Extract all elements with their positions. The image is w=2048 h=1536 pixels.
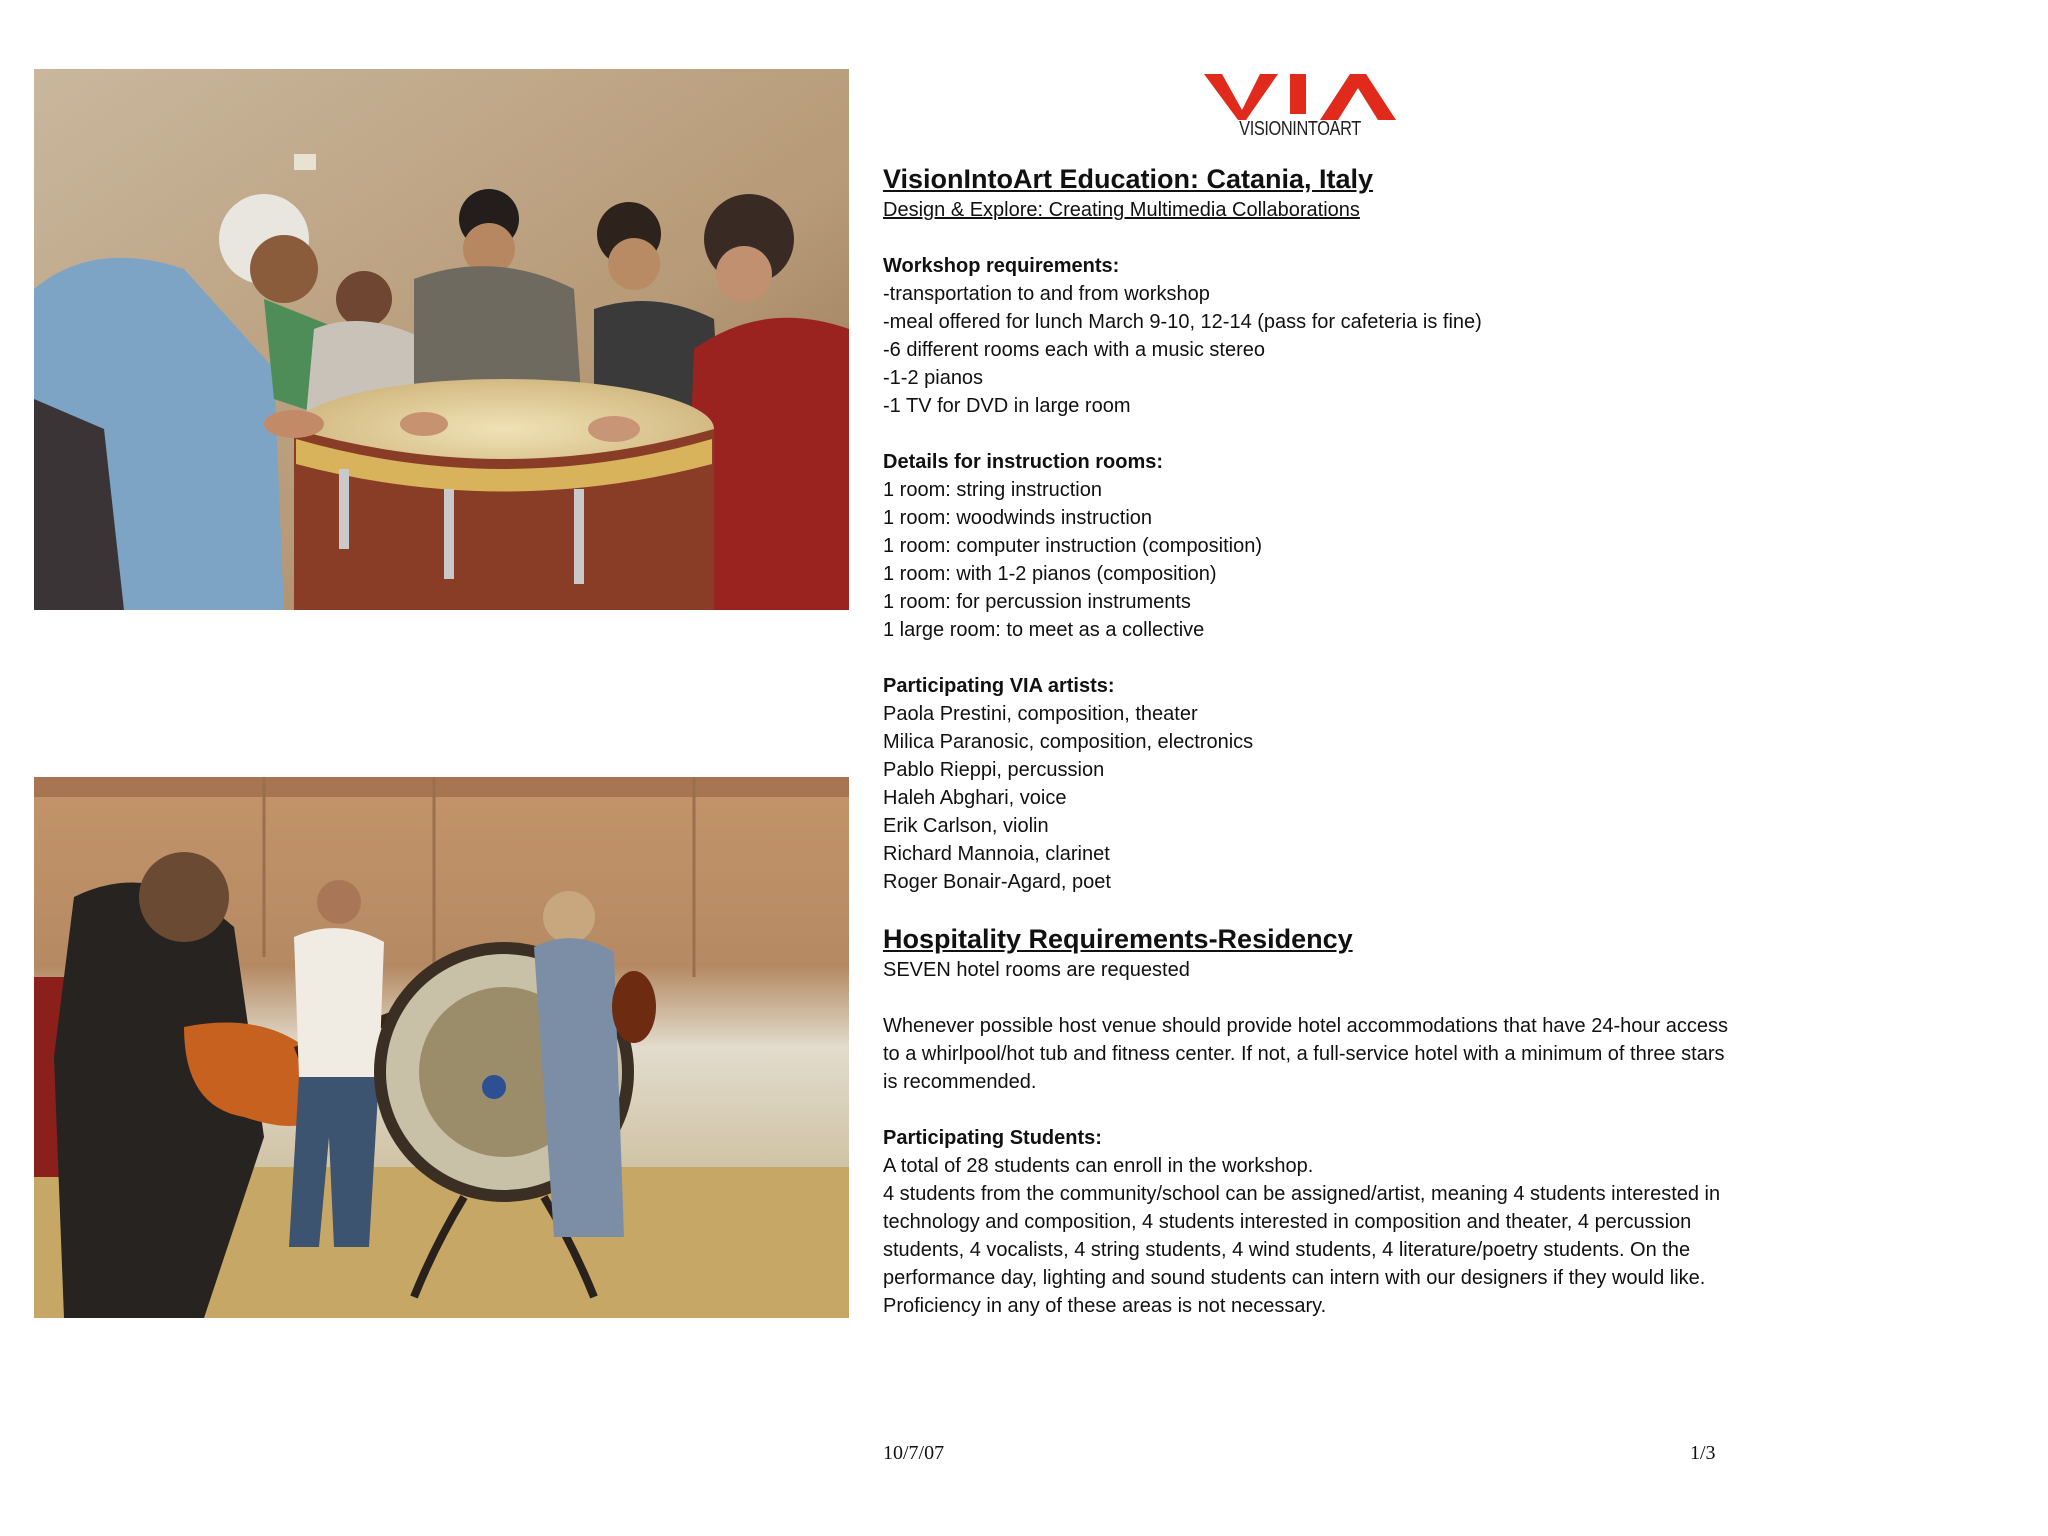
list-item: -meal offered for lunch March 9-10, 12-14 (pass for cafeteria is fine)	[883, 311, 1482, 333]
artists-section	[883, 672, 1743, 896]
list-item: Paola Prestini, composition, theater	[883, 703, 1198, 725]
list-item: Haleh Abghari, voice	[883, 787, 1067, 809]
list-item: -transportation to and from workshop	[883, 283, 1210, 305]
document-text	[883, 162, 1743, 1320]
list-item: Richard Mannoia, clarinet	[883, 843, 1110, 865]
photo-musicians-with-gong-guitar-violin-icon	[34, 777, 849, 1318]
list-item: -1 TV for DVD in large room	[883, 395, 1131, 417]
list-item: 1 room: computer instruction (composition)	[883, 535, 1263, 557]
footer-date: 10/7/07	[883, 1442, 945, 1464]
via-logo	[1200, 70, 1400, 150]
rooms-section	[883, 448, 1743, 644]
hospitality-heading: Hospitality Requirements-Residency	[883, 924, 1353, 954]
list-item: Erik Carlson, violin	[883, 815, 1049, 837]
page-number: 1/3	[1690, 1442, 1716, 1464]
rooms-heading: Details for instruction rooms:	[883, 451, 1164, 473]
list-item: 1 room: string instruction	[883, 479, 1102, 501]
students-heading: Participating Students:	[883, 1127, 1102, 1149]
photo-people-around-drum	[34, 69, 849, 610]
list-item: Roger Bonair-Agard, poet	[883, 871, 1111, 893]
page-title: VisionIntoArt Education: Catania, Italy	[883, 164, 1374, 194]
students-paragraph: 4 students from the community/school can be assigned/artist, meaning 4 students interested in technology and composition, 4 students interested in composition and theater, 4 percussion students, 4 vocalists, 4 string students, 4 wind students, 4 literature/poetry students. On the performance day, lighting and sound students can intern with our designers if they would like. Proficiency in any of these areas is not necessary.	[883, 1183, 1721, 1317]
list-item: Milica Paranosic, composition, electronics	[883, 731, 1254, 753]
list-item: 1 large room: to meet as a collective	[883, 619, 1205, 641]
list-item: -1-2 pianos	[883, 367, 984, 389]
logo-subtitle: VISIONINTOART	[1239, 118, 1361, 140]
students-section	[883, 1124, 1743, 1320]
page-subtitle: Design & Explore: Creating Multimedia Collaborations	[883, 199, 1360, 221]
list-item: Pablo Rieppi, percussion	[883, 759, 1105, 781]
list-item: 1 room: for percussion instruments	[883, 591, 1191, 613]
photo-musicians-with-gong-guitar-violin	[34, 777, 849, 1318]
hotel-rooms-line: SEVEN hotel rooms are requested	[883, 959, 1190, 981]
list-item: 1 room: with 1-2 pianos (composition)	[883, 563, 1217, 585]
hospitality-paragraph: Whenever possible host venue should provide hotel accommodations that have 24-hour access to a whirlpool/hot tub and fitness center. If not, a full-service hotel with a minimum of three stars is recommended.	[883, 1015, 1728, 1093]
workshop-section	[883, 252, 1743, 420]
list-item: -6 different rooms each with a music stereo	[883, 339, 1266, 361]
artists-heading: Participating VIA artists:	[883, 675, 1115, 697]
list-item: 1 room: woodwinds instruction	[883, 507, 1153, 529]
workshop-heading: Workshop requirements:	[883, 255, 1120, 277]
photo-people-around-drum-icon	[34, 69, 849, 610]
students-total-line: A total of 28 students can enroll in the workshop.	[883, 1155, 1314, 1177]
